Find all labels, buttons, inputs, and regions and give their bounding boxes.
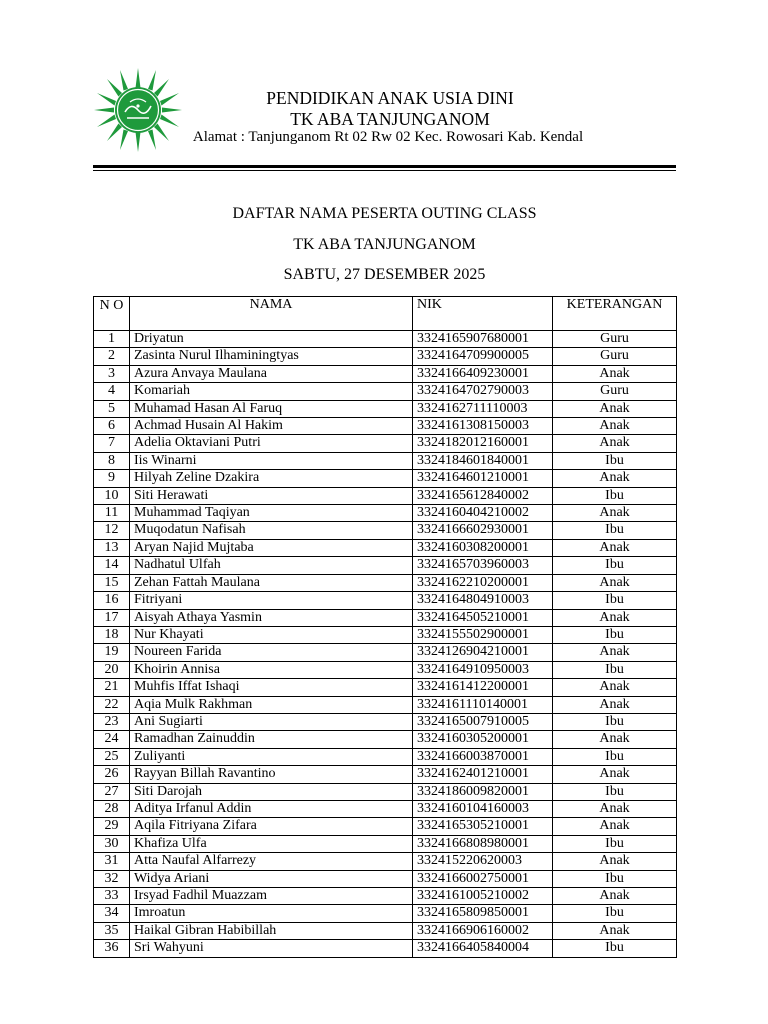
row-keterangan: Anak <box>553 505 677 522</box>
row-number: 15 <box>94 574 130 591</box>
row-keterangan: Ibu <box>553 661 677 678</box>
row-nik: 3324182012160001 <box>413 435 553 452</box>
row-number: 31 <box>94 853 130 870</box>
row-nama: Adelia Oktaviani Putri <box>130 435 413 452</box>
row-nik: 3324160305200001 <box>413 731 553 748</box>
row-nama: Nur Khayati <box>130 626 413 643</box>
row-keterangan: Ibu <box>553 487 677 504</box>
row-number: 4 <box>94 383 130 400</box>
table-row <box>94 348 677 365</box>
table-row <box>94 539 677 556</box>
row-keterangan: Anak <box>553 696 677 713</box>
row-keterangan: Anak <box>553 609 677 626</box>
row-nik: 3324165703960003 <box>413 557 553 574</box>
table-row <box>94 522 677 539</box>
row-nik: 3324164709900005 <box>413 348 553 365</box>
row-nama: Nadhatul Ulfah <box>130 557 413 574</box>
table-row <box>94 783 677 800</box>
table-row <box>94 592 677 609</box>
row-number: 24 <box>94 731 130 748</box>
table-row <box>94 626 677 643</box>
institution-address: Alamat : Tanjunganom Rt 02 Rw 02 Kec. Rowosari Kab. Kendal <box>192 129 584 145</box>
row-nik: 3324161308150003 <box>413 418 553 435</box>
table-row <box>94 888 677 905</box>
table-row <box>94 365 677 382</box>
row-keterangan: Anak <box>553 365 677 382</box>
row-number: 12 <box>94 522 130 539</box>
row-keterangan: Ibu <box>553 452 677 469</box>
row-nama: Khafiza Ulfa <box>130 835 413 852</box>
header-keterangan: KETERANGAN <box>553 297 677 331</box>
row-nik: 3324165612840002 <box>413 487 553 504</box>
row-keterangan: Ibu <box>553 522 677 539</box>
table-row <box>94 435 677 452</box>
row-number: 20 <box>94 661 130 678</box>
table-row <box>94 452 677 469</box>
row-nik: 3324166405840004 <box>413 940 553 957</box>
row-nama: Muhammad Taqiyan <box>130 505 413 522</box>
row-keterangan: Anak <box>553 400 677 417</box>
row-keterangan: Anak <box>553 470 677 487</box>
table-row <box>94 870 677 887</box>
header-nama: NAMA <box>130 297 413 331</box>
row-nama: Zasinta Nurul Ilhaminingtyas <box>130 348 413 365</box>
row-nik: 3324166602930001 <box>413 522 553 539</box>
table-row <box>94 470 677 487</box>
row-keterangan: Anak <box>553 766 677 783</box>
row-number: 11 <box>94 505 130 522</box>
row-number: 10 <box>94 487 130 504</box>
row-keterangan: Anak <box>553 644 677 661</box>
row-keterangan: Ibu <box>553 870 677 887</box>
table-row <box>94 748 677 765</box>
row-number: 26 <box>94 766 130 783</box>
row-nama: Muhamad Hasan Al Faruq <box>130 400 413 417</box>
institution-name: TK ABA TANJUNGANOM <box>290 109 490 129</box>
table-row <box>94 922 677 939</box>
row-nama: Haikal Gibran Habibillah <box>130 922 413 939</box>
row-number: 36 <box>94 940 130 957</box>
table-row <box>94 574 677 591</box>
row-nama: Aqia Mulk Rakhman <box>130 696 413 713</box>
row-keterangan: Anak <box>553 679 677 696</box>
row-number: 1 <box>94 331 130 348</box>
row-keterangan: Ibu <box>553 713 677 730</box>
row-number: 27 <box>94 783 130 800</box>
row-nama: Imroatun <box>130 905 413 922</box>
row-nama: Zehan Fattah Maulana <box>130 574 413 591</box>
table-body <box>94 331 677 958</box>
row-nama: Atta Naufal Alfarrezy <box>130 853 413 870</box>
row-nama: Siti Darojah <box>130 783 413 800</box>
row-nama: Rayyan Billah Ravantino <box>130 766 413 783</box>
row-number: 16 <box>94 592 130 609</box>
row-number: 30 <box>94 835 130 852</box>
row-nik: 3324166409230001 <box>413 365 553 382</box>
row-nik: 3324126904210001 <box>413 644 553 661</box>
row-nik: 3324160404210002 <box>413 505 553 522</box>
row-nama: Muhfis Iffat Ishaqi <box>130 679 413 696</box>
row-nik: 3324160308200001 <box>413 539 553 556</box>
table-row <box>94 800 677 817</box>
row-nama: Noureen Farida <box>130 644 413 661</box>
row-number: 18 <box>94 626 130 643</box>
row-keterangan: Ibu <box>553 557 677 574</box>
row-number: 35 <box>94 922 130 939</box>
table-row <box>94 661 677 678</box>
row-keterangan: Ibu <box>553 748 677 765</box>
row-nama: Ani Sugiarti <box>130 713 413 730</box>
row-keterangan: Ibu <box>553 940 677 957</box>
table-row <box>94 383 677 400</box>
row-nama: Iis Winarni <box>130 452 413 469</box>
row-keterangan: Ibu <box>553 905 677 922</box>
row-nama: Hilyah Zeline Dzakira <box>130 470 413 487</box>
header-no: N O <box>94 297 130 331</box>
table-row <box>94 679 677 696</box>
row-number: 7 <box>94 435 130 452</box>
row-number: 3 <box>94 365 130 382</box>
row-keterangan: Ibu <box>553 592 677 609</box>
table-row <box>94 505 677 522</box>
row-nama: Aisyah Athaya Yasmin <box>130 609 413 626</box>
row-number: 5 <box>94 400 130 417</box>
table-row <box>94 400 677 417</box>
row-nik: 3324164804910003 <box>413 592 553 609</box>
row-keterangan: Anak <box>553 800 677 817</box>
row-keterangan: Guru <box>553 331 677 348</box>
row-nik: 3324166002750001 <box>413 870 553 887</box>
row-nik: 332415220620003 <box>413 853 553 870</box>
row-nama: Driyatun <box>130 331 413 348</box>
row-keterangan: Anak <box>553 435 677 452</box>
row-nik: 3324162401210001 <box>413 766 553 783</box>
row-number: 8 <box>94 452 130 469</box>
row-nama: Azura Anvaya Maulana <box>130 365 413 382</box>
row-number: 21 <box>94 679 130 696</box>
row-nama: Muqodatun Nafisah <box>130 522 413 539</box>
row-nama: Zuliyanti <box>130 748 413 765</box>
table-row <box>94 331 677 348</box>
letterhead-divider-thick <box>93 165 676 168</box>
row-number: 33 <box>94 888 130 905</box>
table-row <box>94 487 677 504</box>
table-row <box>94 835 677 852</box>
row-keterangan: Anak <box>553 818 677 835</box>
row-number: 2 <box>94 348 130 365</box>
row-nama: Achmad Husain Al Hakim <box>130 418 413 435</box>
row-nik: 3324160104160003 <box>413 800 553 817</box>
row-nik: 3324164702790003 <box>413 383 553 400</box>
row-nik: 3324165305210001 <box>413 818 553 835</box>
table-row <box>94 905 677 922</box>
row-nik: 3324166003870001 <box>413 748 553 765</box>
row-nik: 3324165007910005 <box>413 713 553 730</box>
table-row <box>94 418 677 435</box>
institution-type: PENDIDIKAN ANAK USIA DINI <box>266 88 514 108</box>
document-subtitle: TK ABA TANJUNGANOM <box>293 236 476 253</box>
row-number: 25 <box>94 748 130 765</box>
row-keterangan: Ibu <box>553 626 677 643</box>
row-number: 6 <box>94 418 130 435</box>
row-nama: Sri Wahyuni <box>130 940 413 957</box>
row-keterangan: Anak <box>553 539 677 556</box>
table-row <box>94 818 677 835</box>
row-nik: 3324165809850001 <box>413 905 553 922</box>
row-number: 14 <box>94 557 130 574</box>
row-nik: 3324166906160002 <box>413 922 553 939</box>
row-keterangan: Anak <box>553 922 677 939</box>
row-nik: 3324164910950003 <box>413 661 553 678</box>
row-keterangan: Anak <box>553 574 677 591</box>
table-row <box>94 713 677 730</box>
row-nama: Irsyad Fadhil Muazzam <box>130 888 413 905</box>
row-number: 28 <box>94 800 130 817</box>
document-title: DAFTAR NAMA PESERTA OUTING CLASS <box>232 205 537 222</box>
row-keterangan: Guru <box>553 383 677 400</box>
row-number: 23 <box>94 713 130 730</box>
row-keterangan: Guru <box>553 348 677 365</box>
row-nama: Komariah <box>130 383 413 400</box>
row-nik: 3324165907680001 <box>413 331 553 348</box>
row-nik: 3324164601210001 <box>413 470 553 487</box>
row-number: 29 <box>94 818 130 835</box>
table-row <box>94 940 677 957</box>
row-keterangan: Anak <box>553 418 677 435</box>
row-nik: 3324155502900001 <box>413 626 553 643</box>
row-number: 34 <box>94 905 130 922</box>
participant-table <box>93 296 677 958</box>
row-nama: Ramadhan Zainuddin <box>130 731 413 748</box>
row-nik: 3324162210200001 <box>413 574 553 591</box>
row-nama: Khoirin Annisa <box>130 661 413 678</box>
row-nik: 3324184601840001 <box>413 452 553 469</box>
document-date: SABTU, 27 DESEMBER 2025 <box>283 266 486 283</box>
letterhead-divider-thin <box>93 170 676 171</box>
table-row <box>94 731 677 748</box>
row-nama: Widya Ariani <box>130 870 413 887</box>
row-nik: 3324164505210001 <box>413 609 553 626</box>
row-nama: Siti Herawati <box>130 487 413 504</box>
row-nik: 3324186009820001 <box>413 783 553 800</box>
header-nik: NIK <box>413 297 553 331</box>
row-keterangan: Anak <box>553 888 677 905</box>
row-nik: 3324161005210002 <box>413 888 553 905</box>
row-number: 13 <box>94 539 130 556</box>
table-row <box>94 644 677 661</box>
row-nik: 3324161110140001 <box>413 696 553 713</box>
row-keterangan: Anak <box>553 853 677 870</box>
row-nama: Aditya Irfanul Addin <box>130 800 413 817</box>
row-number: 19 <box>94 644 130 661</box>
row-number: 32 <box>94 870 130 887</box>
row-nik: 3324162711110003 <box>413 400 553 417</box>
table-row <box>94 766 677 783</box>
table-row <box>94 853 677 870</box>
row-number: 9 <box>94 470 130 487</box>
row-nik: 3324161412200001 <box>413 679 553 696</box>
row-keterangan: Anak <box>553 731 677 748</box>
table-row <box>94 609 677 626</box>
row-keterangan: Ibu <box>553 783 677 800</box>
row-nama: Fitriyani <box>130 592 413 609</box>
row-number: 22 <box>94 696 130 713</box>
row-nama: Aryan Najid Mujtaba <box>130 539 413 556</box>
table-row <box>94 557 677 574</box>
row-keterangan: Ibu <box>553 835 677 852</box>
row-nama: Aqila Fitriyana Zifara <box>130 818 413 835</box>
row-nik: 3324166808980001 <box>413 835 553 852</box>
table-row <box>94 696 677 713</box>
table-header-row <box>94 297 677 331</box>
row-number: 17 <box>94 609 130 626</box>
